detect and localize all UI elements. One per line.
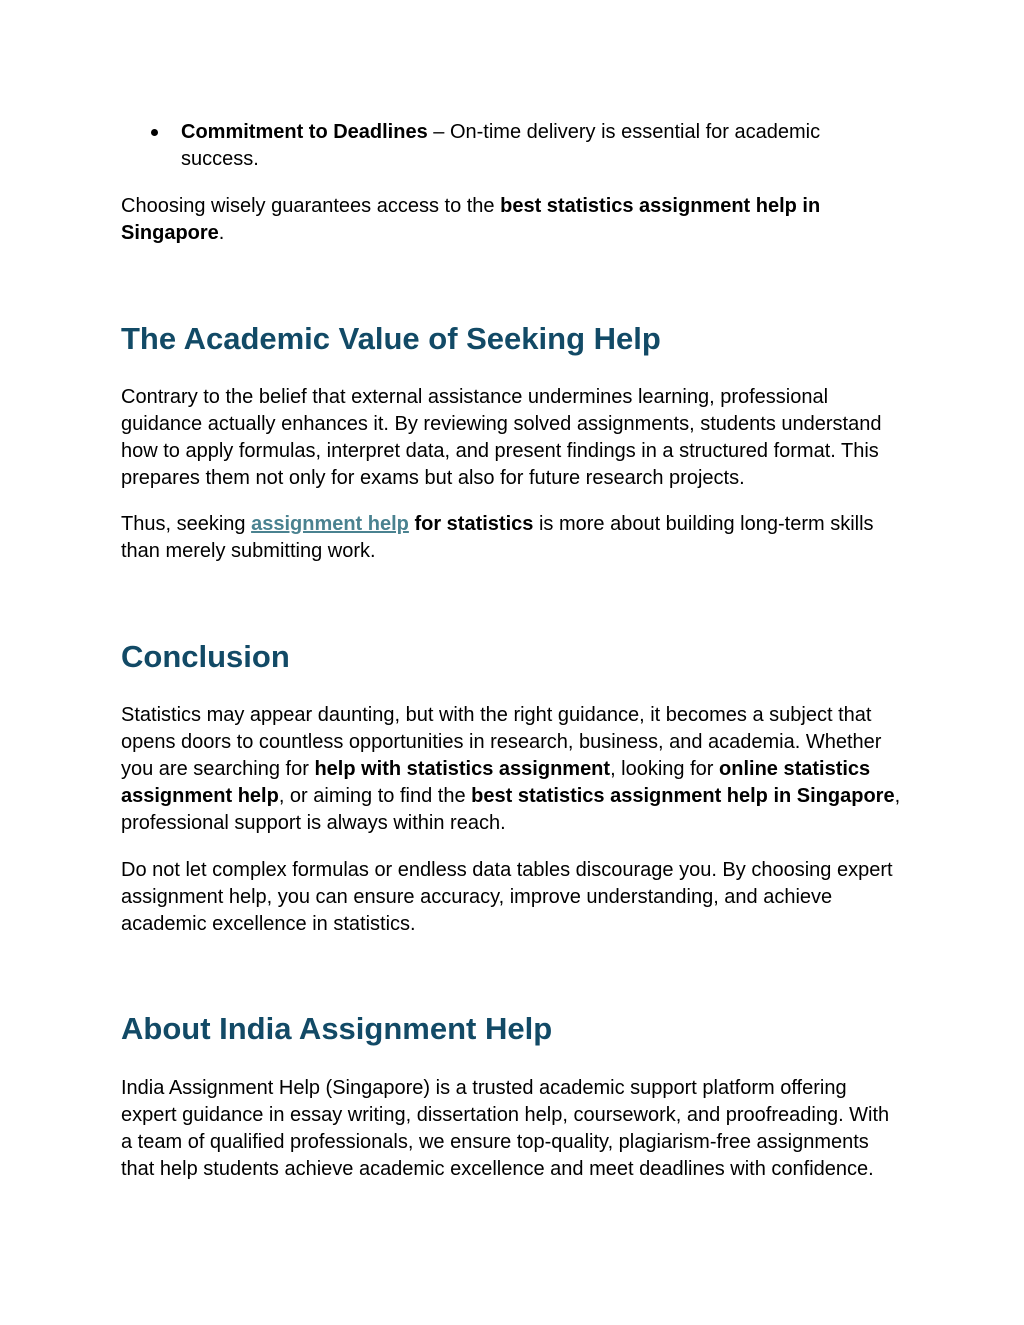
bold-text: Singapore	[121, 222, 219, 244]
heading-academic-value: The Academic Value of Seeking Help	[121, 321, 661, 356]
text: how to apply formulas, interpret data, and present findings in a structured format. This	[121, 440, 879, 462]
text-line	[121, 884, 921, 911]
text-line	[121, 911, 921, 938]
text: Contrary to the belief that external assistance undermines learning, professional	[121, 386, 829, 408]
text-line	[121, 511, 921, 538]
text: opens doors to countless opportunities in research, business, and academia. Whether	[121, 731, 882, 753]
text: assignment help, you can ensure accuracy, improve understanding, and achieve	[121, 886, 833, 908]
text: professional support is always within reach.	[121, 812, 506, 834]
heading-conclusion: Conclusion	[121, 639, 290, 674]
heading-about: About India Assignment Help	[121, 1011, 553, 1046]
bold-text: Commitment to Deadlines	[181, 121, 428, 143]
bold-text: for statistics	[414, 513, 534, 535]
bold-text: online statistics	[719, 758, 871, 780]
text-line	[121, 729, 941, 756]
text-line	[121, 411, 921, 438]
text: that help students achieve academic excellence and meet deadlines with confidence.	[121, 1158, 874, 1180]
paragraph-choosing-wisely	[121, 193, 921, 247]
text: ,	[894, 785, 901, 807]
text: India Assignment Help (Singapore) is a trusted academic support platform offering	[121, 1077, 847, 1099]
text: prepares them not only for exams but also for future research projects.	[121, 467, 745, 489]
text-line	[121, 1156, 921, 1183]
text: you are searching for	[121, 758, 315, 780]
text-line	[121, 783, 941, 810]
text-line	[181, 146, 901, 173]
paragraph-about	[121, 1075, 921, 1183]
text-line	[121, 1129, 921, 1156]
bullet-item-deadlines	[181, 119, 901, 173]
bold-text: best statistics assignment help in Singapore	[471, 785, 895, 807]
text: academic excellence in statistics.	[121, 913, 416, 935]
text-line	[121, 465, 921, 492]
text: expert guidance in essay writing, dissertation help, coursework, and proofreading. With	[121, 1104, 890, 1126]
text: guidance actually enhances it. By reviewing solved assignments, students understand	[121, 413, 882, 435]
text-line	[121, 756, 941, 783]
text-line	[121, 220, 921, 247]
text: Statistics may appear daunting, but with the right guidance, it becomes a subject that	[121, 704, 872, 726]
text: Choosing wisely guarantees access to the	[121, 195, 501, 217]
paragraph-do-not-let	[121, 857, 921, 938]
text: Do not let complex formulas or endless data tables discourage you. By choosing expert	[121, 859, 893, 881]
text: success.	[181, 148, 259, 170]
bold-text: best statistics assignment help in	[500, 195, 821, 217]
text-line	[121, 538, 921, 565]
text-line	[121, 193, 921, 220]
paragraph-conclusion	[121, 702, 941, 837]
paragraph-academic-value	[121, 384, 921, 492]
text: is more about building long-term skills	[533, 513, 874, 535]
text-line	[121, 810, 941, 837]
text-line	[121, 384, 921, 411]
text-line	[181, 119, 901, 146]
text-line	[121, 438, 921, 465]
bold-text: help with statistics assignment	[314, 758, 611, 780]
text-line	[121, 857, 921, 884]
paragraph-thus-seeking	[121, 511, 921, 565]
text: , or aiming to find the	[278, 785, 472, 807]
text: .	[218, 222, 225, 244]
text-line	[121, 702, 941, 729]
text-line	[121, 1075, 921, 1102]
bold-text: assignment help	[121, 785, 279, 807]
text-line	[121, 1102, 921, 1129]
text: than merely submitting work.	[121, 540, 376, 562]
bullet-icon	[151, 129, 158, 136]
text: – On-time delivery is essential for academic	[427, 121, 821, 143]
text: a team of qualified professionals, we ensure top-quality, plagiarism-free assignments	[121, 1131, 869, 1153]
text: , looking for	[610, 758, 720, 780]
text: Thus, seeking	[121, 513, 252, 535]
assignment-help-link[interactable]: assignment help	[251, 513, 409, 535]
